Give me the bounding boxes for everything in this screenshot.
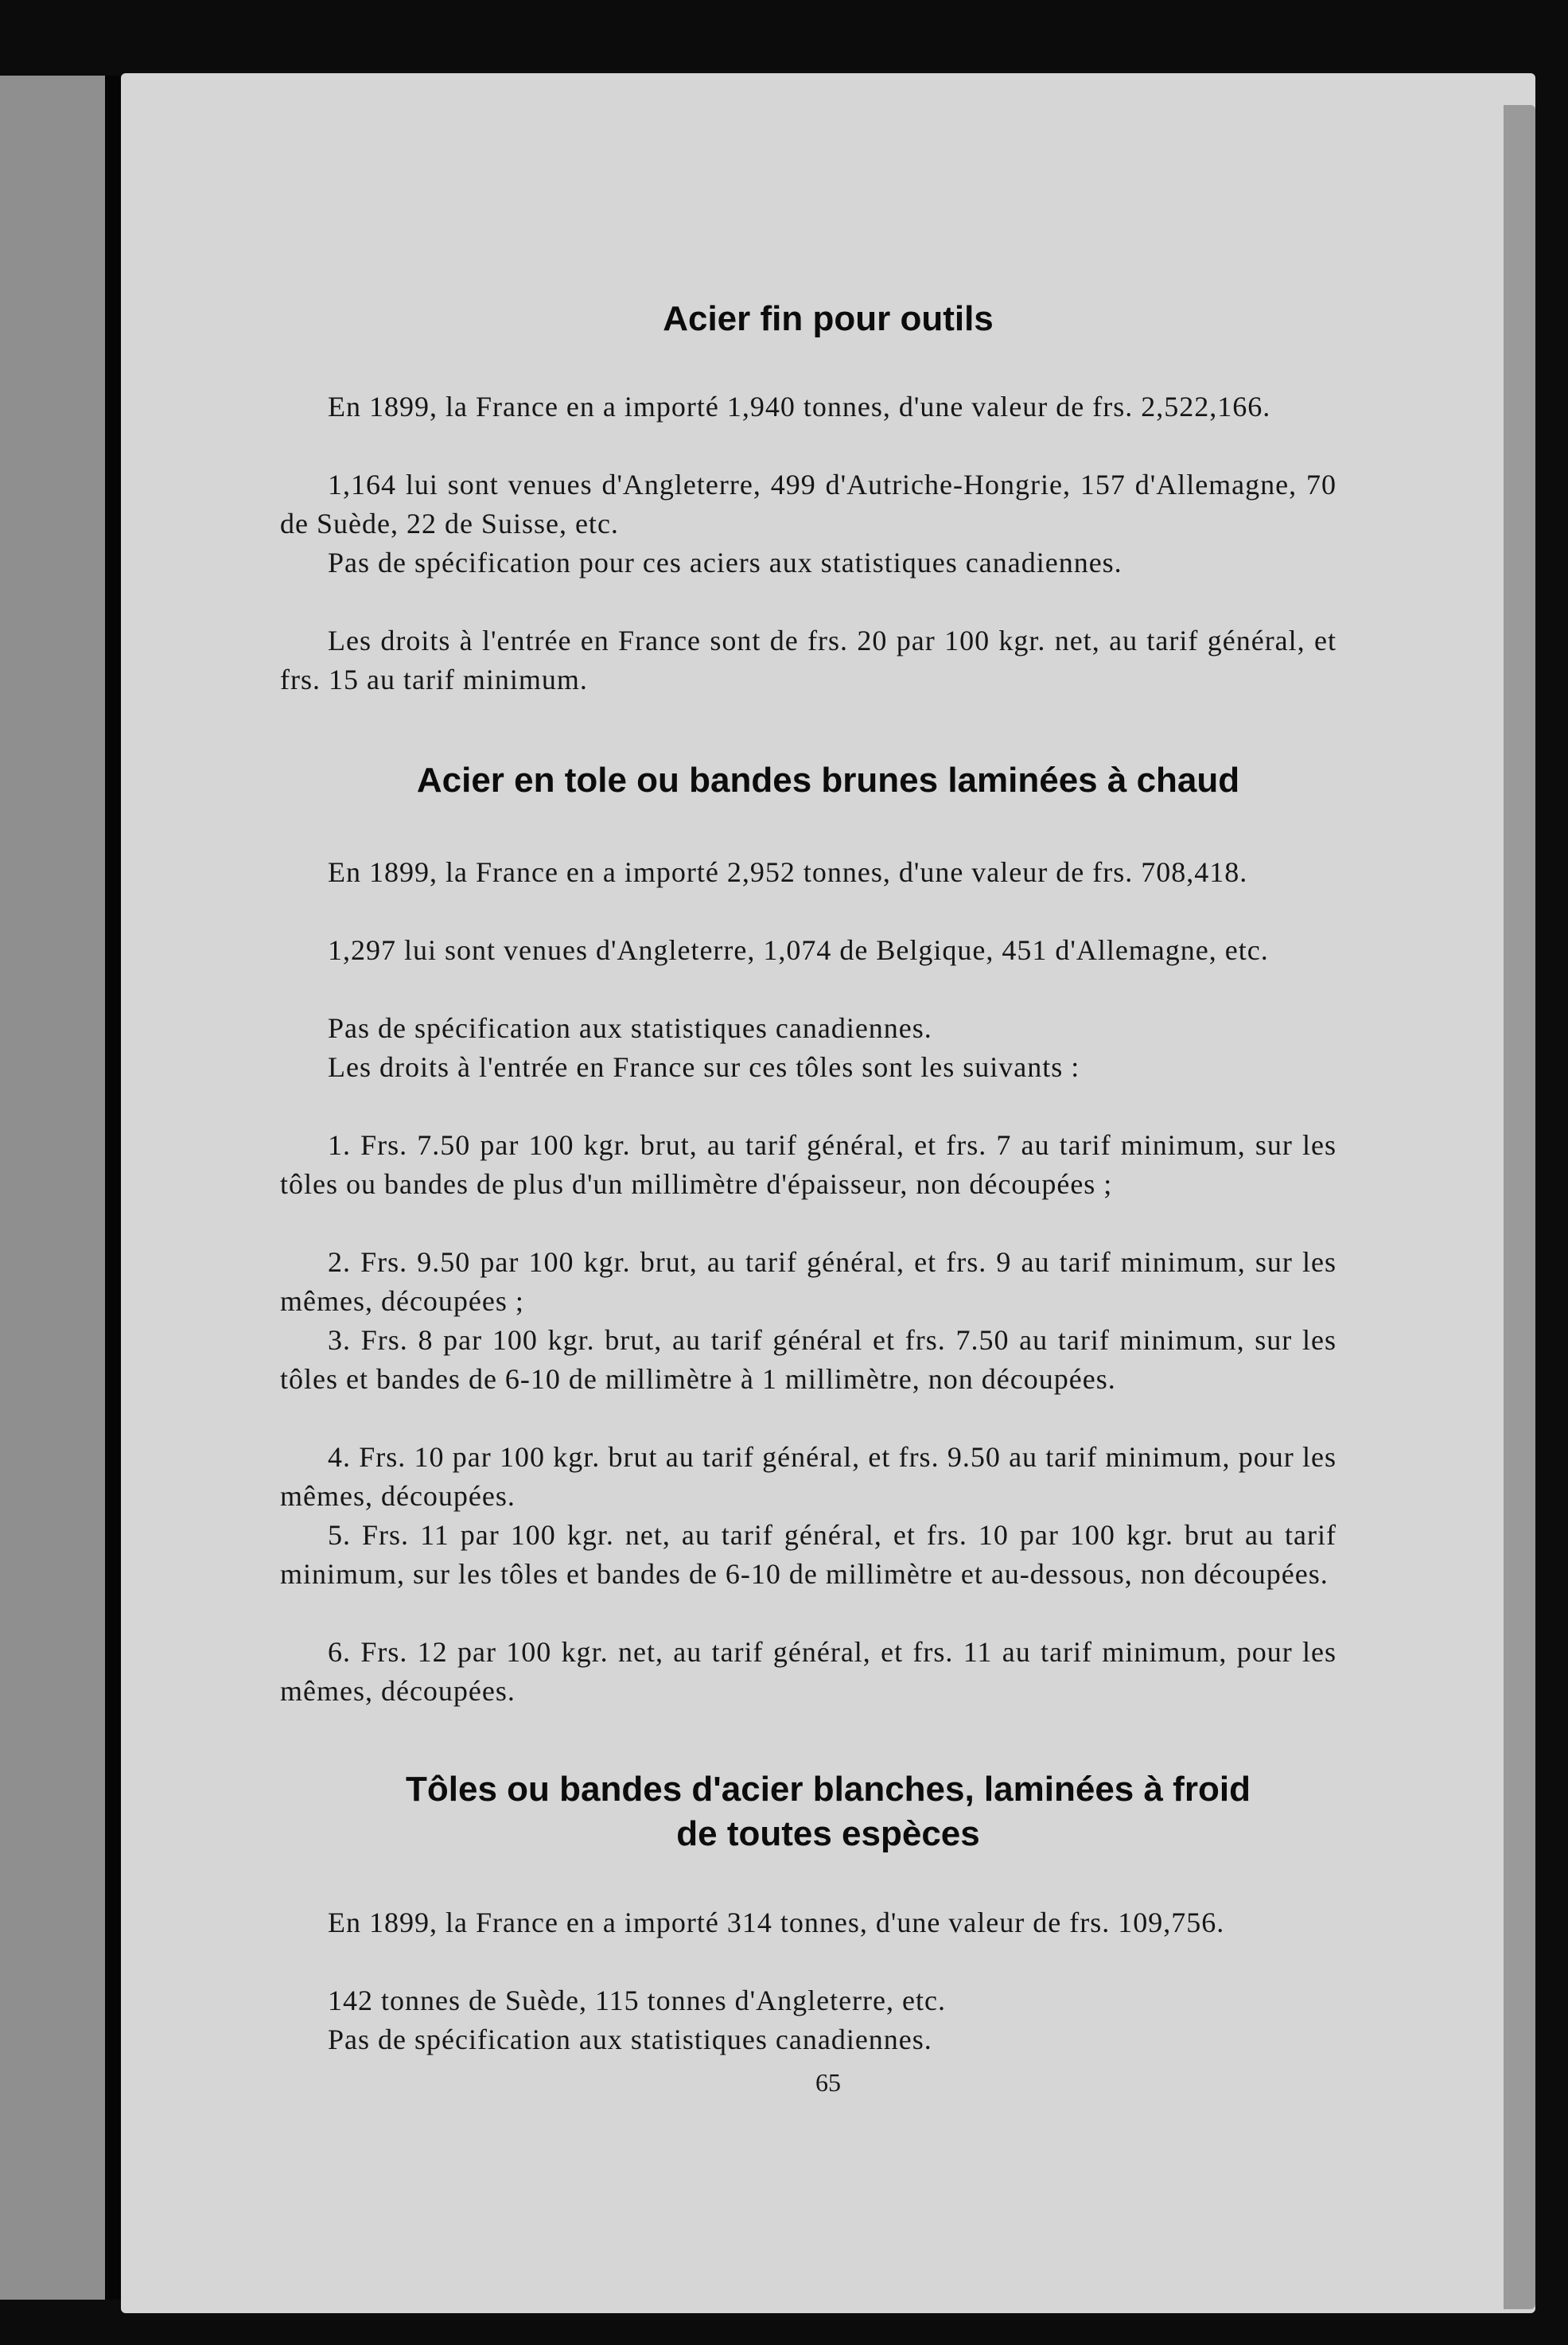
book-gutter xyxy=(105,76,121,2300)
tariff-item-5: 5. Frs. 11 par 100 kgr. net, au tarif général, et frs. 10 par 100 kgr. brut au tarif minimum, sur les tôles et bandes de 6-10 de millimètre et au-dessous, non découpées. xyxy=(280,1519,1336,1590)
paragraph: Les droits à l'entrée en France sont de frs. 20 par 100 kgr. net, au tarif général, et frs. 15 au tarif minimum. xyxy=(280,625,1336,695)
book-page xyxy=(121,73,1535,2313)
section-title-acier-en-tole: Acier en tole ou bandes brunes laminées à chaud xyxy=(416,761,1240,800)
tariff-item-6: 6. Frs. 12 par 100 kgr. net, au tarif général, et frs. 11 au tarif minimum, pour les mêmes, découpées. xyxy=(280,1636,1336,1707)
paragraph: En 1899, la France en a importé 1,940 tonnes, d'une valeur de frs. 2,522,166. xyxy=(328,391,1271,423)
paragraph: 142 tonnes de Suède, 115 tonnes d'Angleterre, etc. xyxy=(328,1985,946,2016)
tariff-item-2: 2. Frs. 9.50 par 100 kgr. brut, au tarif général, et frs. 9 au tarif minimum, sur les mêmes, découpées ; xyxy=(280,1246,1336,1317)
paragraph: Pas de spécification aux statistiques canadiennes. xyxy=(328,1012,932,1044)
section-title-acier-fin: Acier fin pour outils xyxy=(663,299,994,338)
section-title-toles-blanches-line2: de toutes espèces xyxy=(676,1814,980,1853)
tariff-item-1: 1. Frs. 7.50 par 100 kgr. brut, au tarif général, et frs. 7 au tarif minimum, sur les tôles ou bandes de plus d'un millimètre d'épaisseur, non découpées ; xyxy=(280,1129,1336,1200)
paragraph: Pas de spécification pour ces aciers aux statistiques canadiennes. xyxy=(328,547,1123,578)
paragraph: 1,297 lui sont venues d'Angleterre, 1,074 de Belgique, 451 d'Allemagne, etc. xyxy=(328,934,1269,966)
paragraph: 1,164 lui sont venues d'Angleterre, 499 d'Autriche-Hongrie, 157 d'Allemagne, 70 de Suède, 22 de Suisse, etc. xyxy=(280,469,1336,540)
paragraph: Pas de spécification aux statistiques canadiennes. xyxy=(328,2024,932,2055)
adjacent-page-edge xyxy=(0,76,105,2300)
section-title-toles-blanches: Tôles ou bandes d'acier blanches, laminées à froid xyxy=(406,1770,1251,1809)
paragraph: En 1899, la France en a importé 314 tonnes, d'une valeur de frs. 109,756. xyxy=(328,1907,1225,1938)
page-number: 65 xyxy=(815,2068,841,2097)
tariff-item-3: 3. Frs. 8 par 100 kgr. brut, au tarif général et frs. 7.50 au tarif minimum, sur les tôles et bandes de 6-10 de millimètre à 1 millimètre, non découpées. xyxy=(280,1324,1336,1395)
page-edge-shadow xyxy=(1504,105,1535,2309)
tariff-item-4: 4. Frs. 10 par 100 kgr. brut au tarif général, et frs. 9.50 au tarif minimum, pour les mêmes, découpées. xyxy=(280,1441,1336,1512)
paragraph: Les droits à l'entrée en France sur ces tôles sont les suivants : xyxy=(328,1051,1080,1083)
paragraph: En 1899, la France en a importé 2,952 tonnes, d'une valeur de frs. 708,418. xyxy=(328,856,1248,888)
